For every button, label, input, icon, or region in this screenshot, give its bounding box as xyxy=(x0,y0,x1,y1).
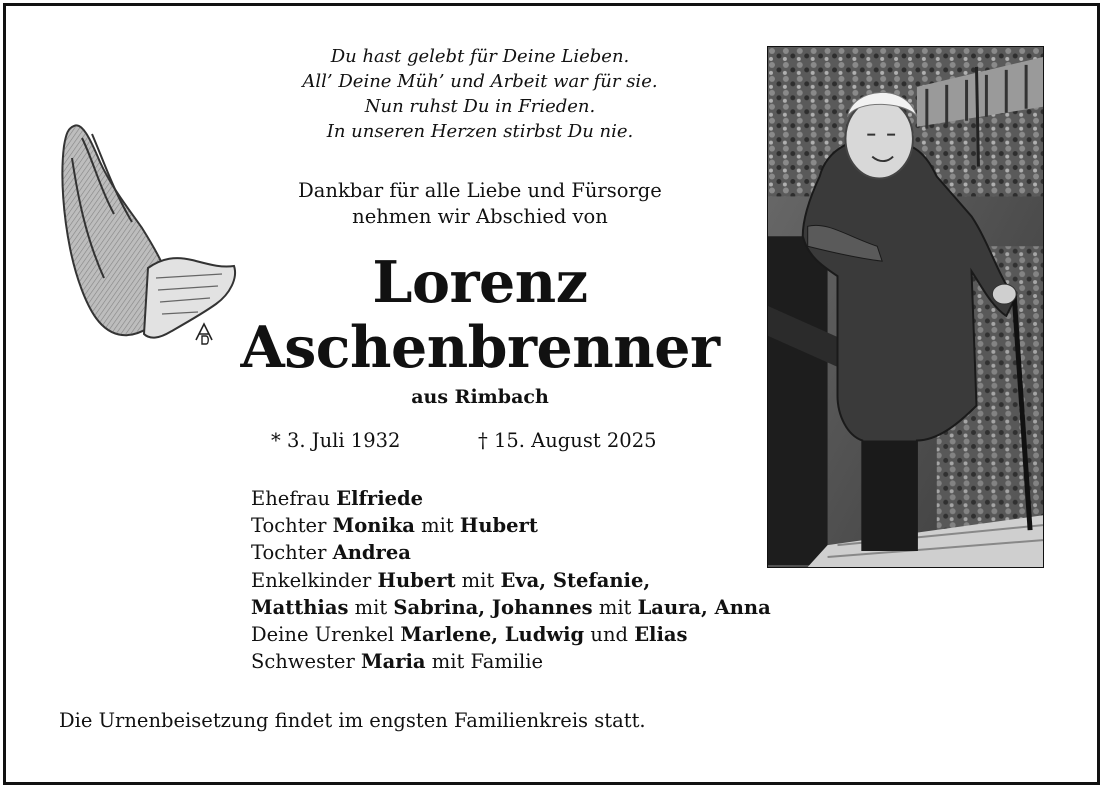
family-relation-text: Ehefrau xyxy=(251,487,337,510)
intro-line: nehmen wir Abschied von xyxy=(352,205,608,228)
intro-line: Dankbar für alle Liebe und Fürsorge xyxy=(298,179,662,202)
family-member-name: Marlene, Ludwig xyxy=(400,623,585,647)
family-line xyxy=(251,485,771,512)
family-line xyxy=(251,594,771,621)
poem-line: In unseren Herzen stirbst Du nie. xyxy=(326,121,634,142)
family-relation-text: mit xyxy=(414,514,460,538)
intro-block xyxy=(230,178,730,230)
death-date: † 15. August 2025 xyxy=(478,429,657,452)
family-relation-text: Deine Urenkel xyxy=(251,623,401,647)
family-line xyxy=(251,567,771,594)
closing-note: Die Urnenbeisetzung findet im engsten Familienkreis statt. xyxy=(59,709,646,732)
family-member-name: Elfriede xyxy=(336,487,424,510)
family-relation-text: Tochter xyxy=(251,541,333,565)
poem-line: Nun ruhst Du in Frieden. xyxy=(364,96,596,117)
family-member-name: Laura, Anna xyxy=(637,595,771,619)
family-member-name: Elias xyxy=(634,623,688,647)
portrait-photo xyxy=(767,46,1044,568)
deceased-name xyxy=(230,250,730,380)
family-relation-text: mit Familie xyxy=(425,650,544,674)
poem-line: Du hast gelebt für Deine Lieben. xyxy=(330,46,630,67)
family-member-name: Eva, Stefanie, xyxy=(500,568,651,592)
origin-text: aus Rimbach xyxy=(411,386,549,408)
first-name: Lorenz xyxy=(372,249,588,316)
family-relation-text: mit xyxy=(592,595,638,619)
praying-hands-icon xyxy=(52,118,242,358)
family-relation-text: Schwester xyxy=(251,650,361,674)
family-line xyxy=(251,621,771,648)
family-relation-text: und xyxy=(584,623,635,647)
last-name: Aschenbrenner xyxy=(240,314,720,381)
family-list xyxy=(251,485,771,675)
family-member-name: Matthias xyxy=(251,595,349,619)
family-line xyxy=(251,512,771,539)
birth-date: * 3. Juli 1932 xyxy=(271,429,401,452)
family-relation-text: mit xyxy=(348,595,394,619)
family-relation-text: mit xyxy=(455,568,501,592)
family-relation-text: Enkelkinder xyxy=(251,568,378,592)
monogram-icon xyxy=(196,324,212,344)
family-member-name: Sabrina, Johannes xyxy=(393,595,593,619)
family-relation-text: Tochter xyxy=(251,514,333,538)
family-line xyxy=(251,648,771,675)
poem-block xyxy=(230,44,730,144)
family-member-name: Hubert xyxy=(459,514,538,538)
family-member-name: Hubert xyxy=(377,568,456,592)
family-member-name: Andrea xyxy=(332,541,411,565)
family-line xyxy=(251,539,771,566)
family-member-name: Monika xyxy=(332,514,415,538)
family-member-name: Maria xyxy=(360,650,426,674)
poem-line: All’ Deine Müh’ und Arbeit war für sie. xyxy=(302,71,658,92)
